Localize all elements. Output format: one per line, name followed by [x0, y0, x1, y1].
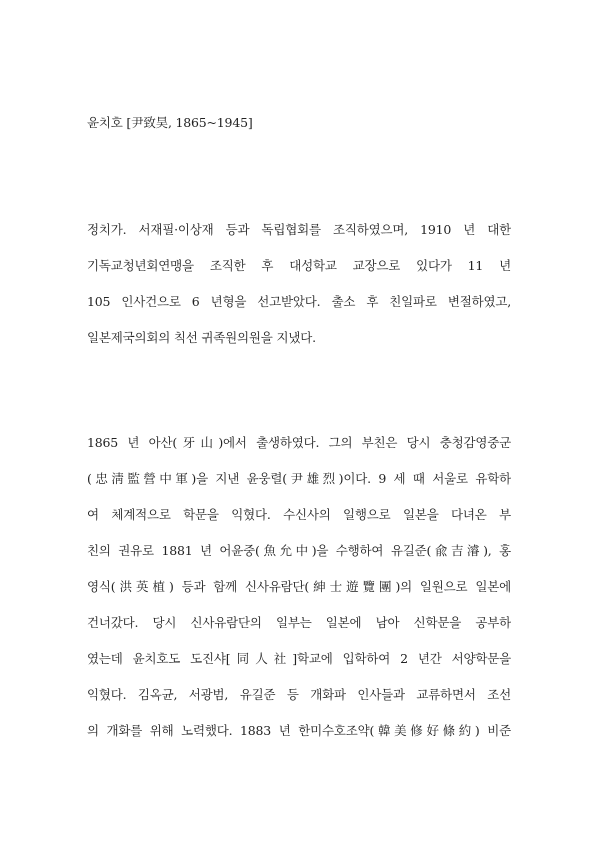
summary-line-2: 기독교청년회연맹을 조직한 후 대성학교 교장으로 있다가 11 년	[87, 258, 511, 273]
body-line-7: 였는데 윤치호도 도진샤[同人社]학교에 입학하여 2 년간 서양학문을	[87, 651, 511, 666]
body-line-4: 친의 권유로 1881 년 어윤중(魚允中)을 수행하여 유길준(兪吉濬), 홍	[87, 543, 511, 558]
body-line-6: 건너갔다. 당시 신사유람단의 일부는 일본에 남아 신학문을 공부하	[87, 615, 511, 630]
body-line-3: 여 체계적으로 학문을 익혔다. 수신사의 일행으로 일본을 다녀온 부	[87, 507, 511, 522]
body-line-1: 1865 년 아산(牙山)에서 출생하였다. 그의 부친은 당시 충청감영중군	[87, 435, 511, 450]
body-line-5: 영식(洪英植) 등과 함께 신사유람단(紳士遊覽團)의 일원으로 일본에	[87, 579, 511, 594]
summary-line-3: 105 인사건으로 6 년형을 선고받았다. 출소 후 친일파로 변절하였고,	[87, 294, 511, 309]
body-line-2: (忠淸監營中軍)을 지낸 윤웅렬(尹雄烈)이다. 9 세 때 서울로 유학하	[87, 471, 511, 486]
summary-line-1: 정치가. 서재필·이상재 등과 독립협회를 조직하였으며, 1910 년 대한	[87, 222, 511, 237]
body-line-8: 익혔다. 김옥균, 서광범, 유길준 등 개화파 인사들과 교류하면서 조선	[87, 687, 511, 702]
summary-line-4: 일본제국의회의 칙선 귀족원의원을 지냈다.	[87, 330, 316, 345]
body-line-9: 의 개화를 위해 노력했다. 1883 년 한미수호조약(韓美修好條約) 비준	[87, 723, 511, 738]
document-title: 윤치호 [尹致昊, 1865~1945]	[87, 115, 253, 130]
